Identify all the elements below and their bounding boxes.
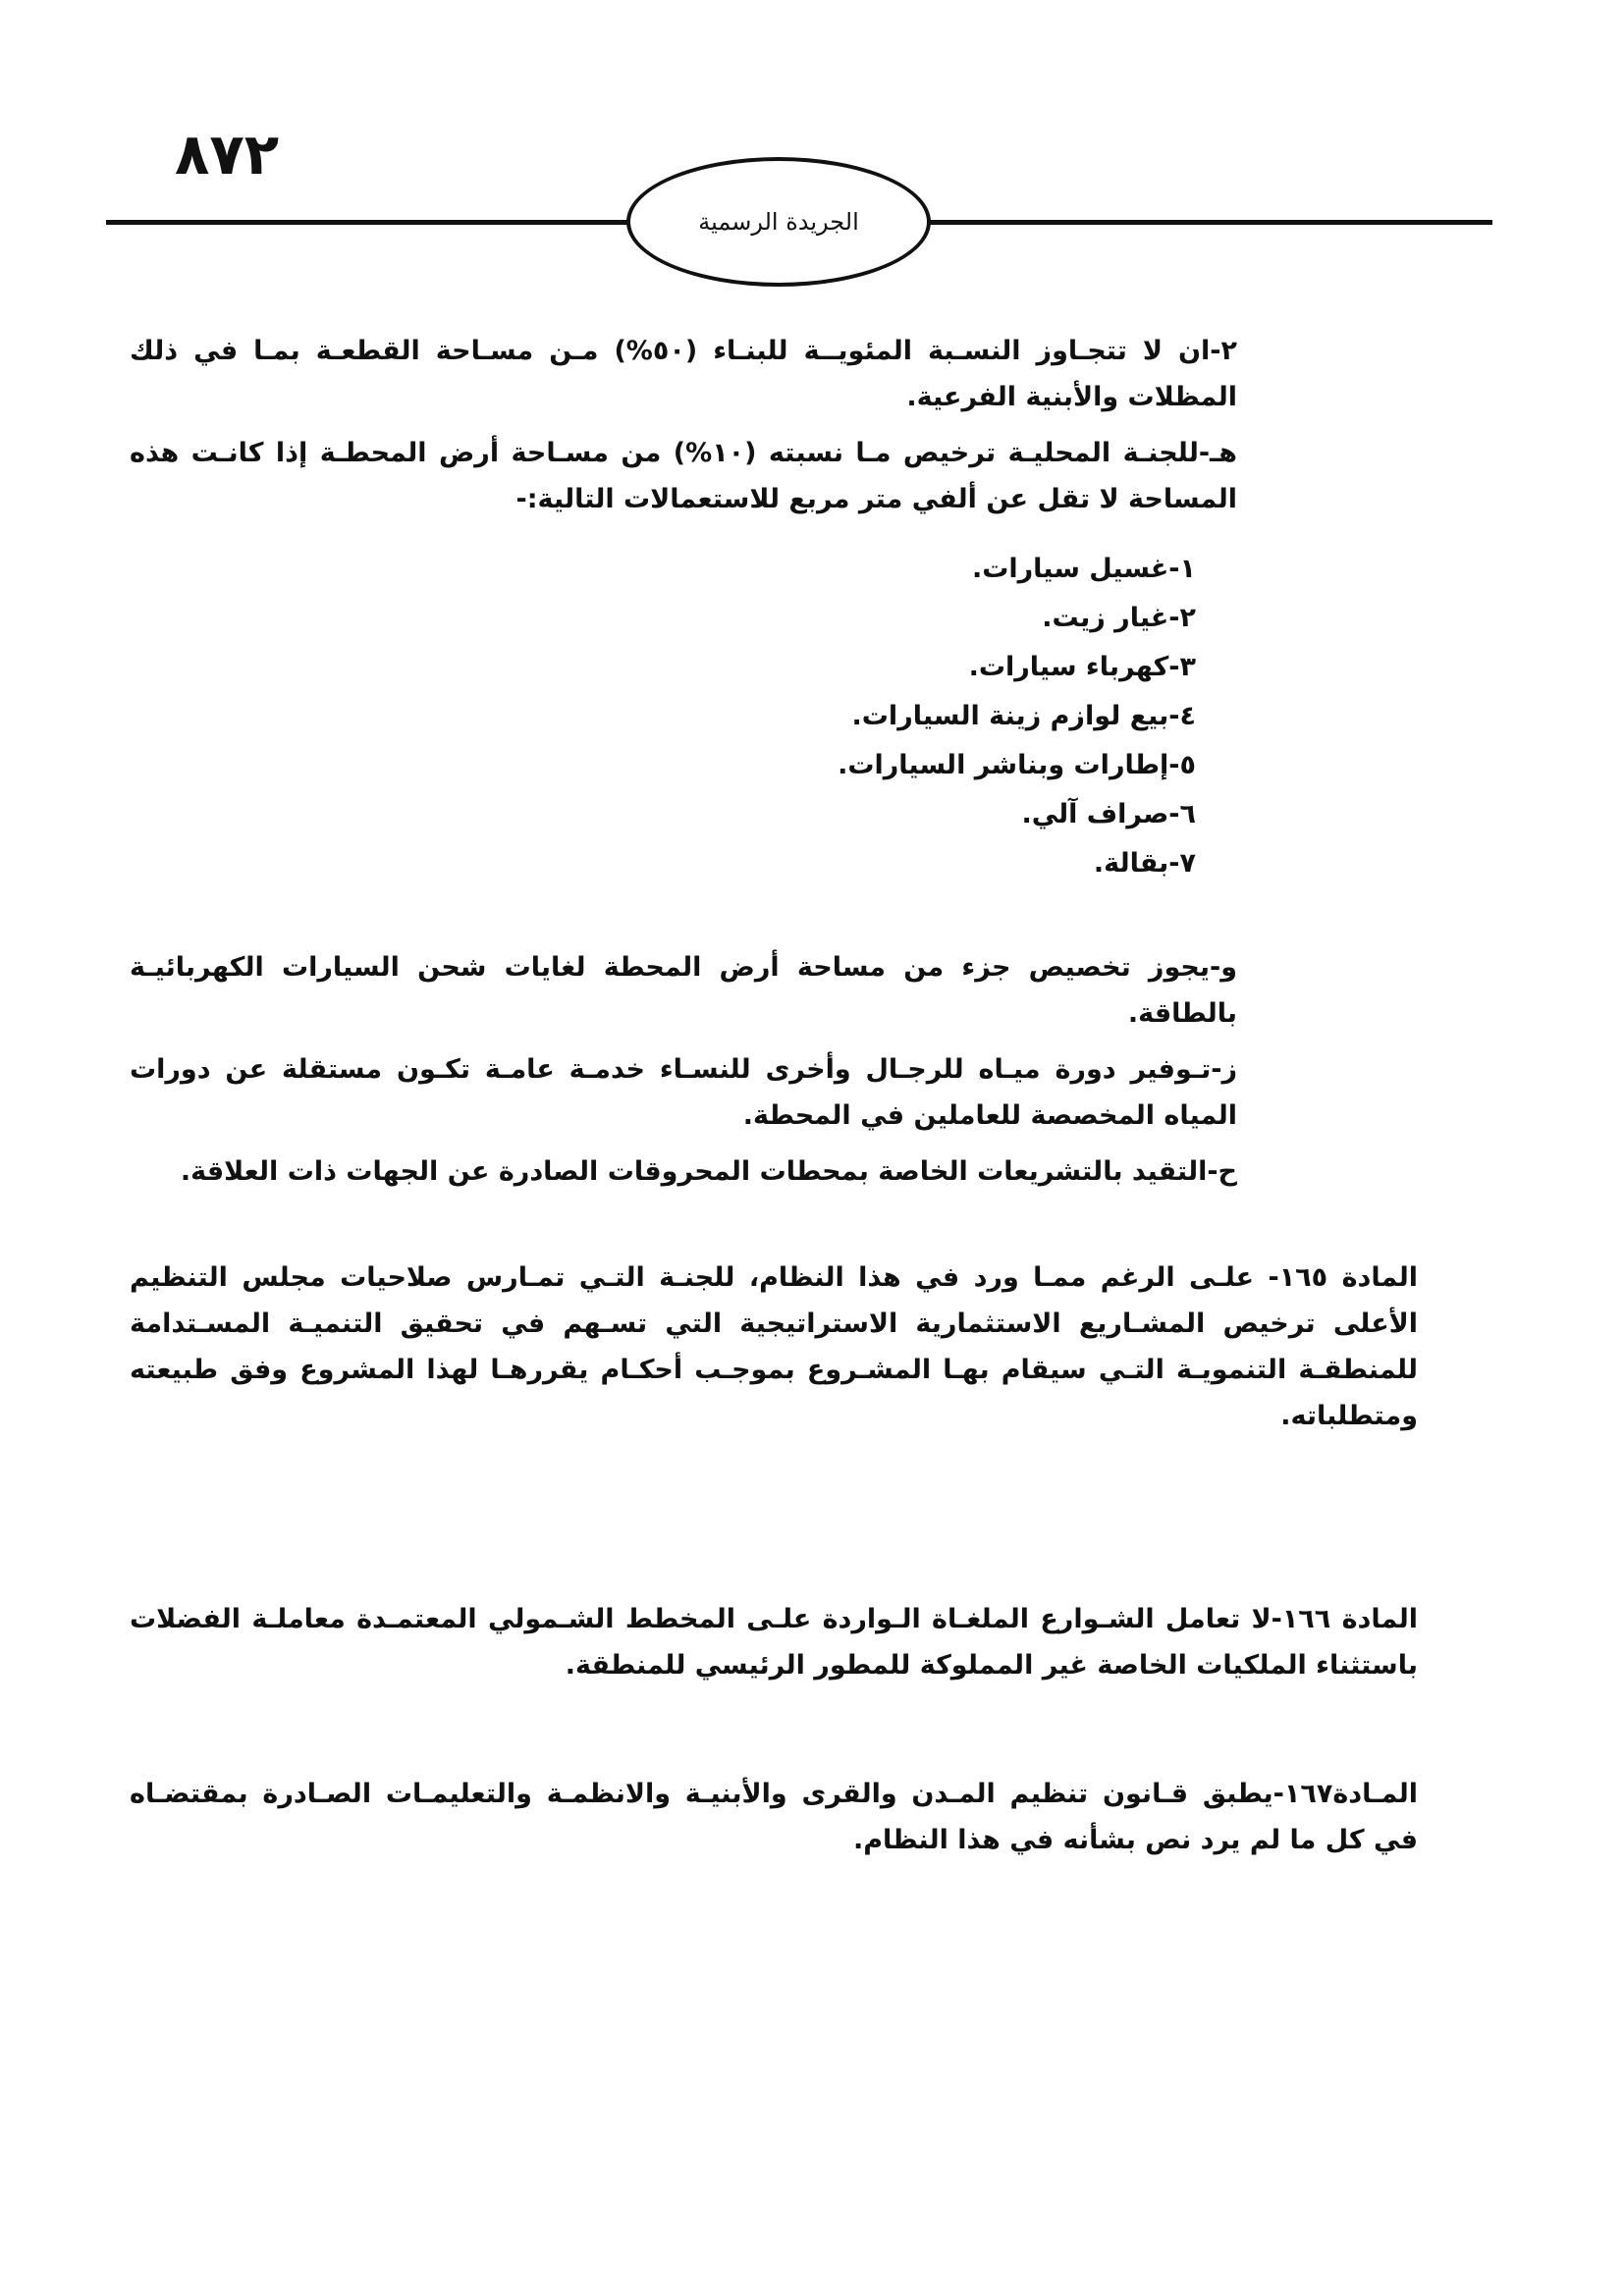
- gazette-title: الجريدة الرسمية: [698, 208, 859, 236]
- item-2-paragraph: ٢-ان لا تتجـاوز النسـبة المئويــة للبنـاء (٥٠%) مـن مسـاحة القطعـة بمـا في ذلك المظلات والأبنية الفرعية.: [130, 336, 1237, 412]
- clause-h2-paragraph: ح-التقيد بالتشريعات الخاصة بمحطات المحروقات الصادرة عن الجهات ذات العلاقة.: [180, 1156, 1237, 1187]
- clause-z-paragraph: ز-تـوفير دورة ميـاه للرجـال وأخرى للنسـاء خدمـة عامـة تكـون مستقلة عن دورات المياه المخصصة للعاملين في المحطة.: [130, 1054, 1237, 1131]
- use-item: ٦-صراف آلي.: [1021, 799, 1196, 829]
- gazette-title-oval: [626, 157, 931, 287]
- use-item: ٧-بقالة.: [1093, 848, 1196, 879]
- article-165: المادة ١٦٥- علـى الرغم ممـا ورد في هذا النظام، للجنـة التـي تمـارس صلاحيات مجلس التنظيم الأعلى ترخيص المشـاريع الاستثمارية الاستراتيجية التي تسـهم في تحقيق التنميـة المسـتدامة للمنطقـة التنمويـة التـي سيقام بهـا المشـروع بموجـب أحكـام يقررهـا لهذا المشروع وفق طبيعته ومتطلباته.: [130, 1262, 1418, 1431]
- article-166: المادة ١٦٦-لا تعامل الشـوارع الملغـاة الـواردة علـى المخطط الشـمولي المعتمـدة معاملـة الفضلات باستثناء الملكيات الخاصة غير المملوكة للمطور الرئيسي للمنطقة.: [130, 1604, 1418, 1681]
- clause-w-paragraph: و-يجوز تخصيص جزء من مساحة أرض المحطة لغايات شحن السيارات الكهربائيـة بالطاقة.: [130, 952, 1237, 1029]
- use-item: ١-غسيل سيارات.: [971, 554, 1196, 584]
- use-item: ٣-كهرباء سيارات.: [968, 652, 1196, 682]
- article-167: المـادة١٦٧-يطبق قـانون تنظيم المـدن والقرى والأبنيـة والانظمـة والتعليمـات الصـادرة بمقتضـاه في كل ما لم يرد نص بشأنه في هذا النظام.: [130, 1779, 1418, 1855]
- clause-h-paragraph: هـ-للجنـة المحليـة ترخيص مـا نسبته (١٠%) من مسـاحة أرض المحطـة إذا كانـت هذه المساحة لا تقل عن ألفي متر مربع للاستعمالات التالية:-: [130, 438, 1237, 514]
- use-item: ٥-إطارات وبناشر السيارات.: [838, 750, 1196, 780]
- page-number: ٨٧٢: [175, 121, 280, 187]
- use-item: ٢-غيار زيت.: [1042, 603, 1196, 633]
- use-item: ٤-بيع لوازم زينة السيارات.: [851, 701, 1196, 731]
